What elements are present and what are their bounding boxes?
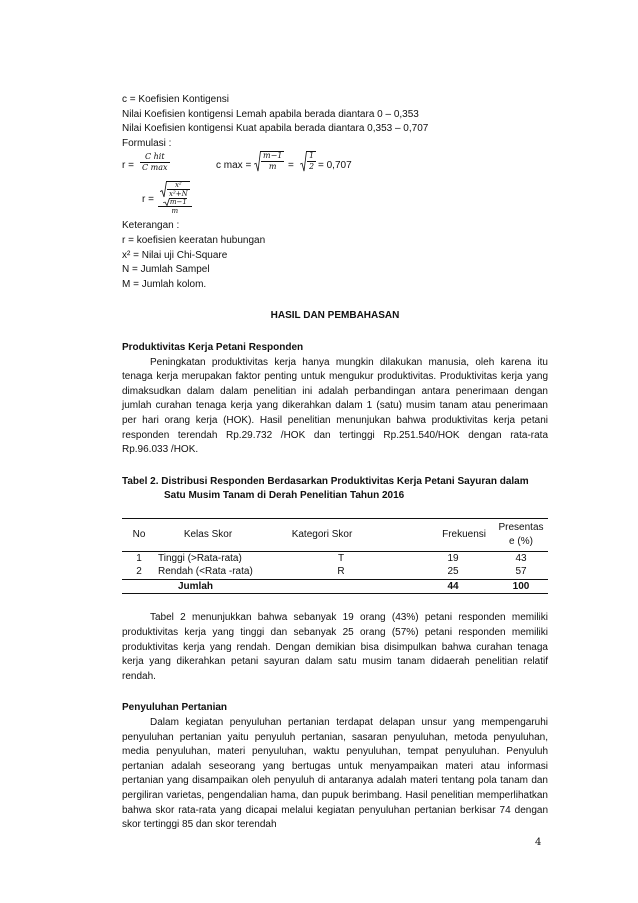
sqrt-sign-icon [254,151,261,172]
table-caption-line2: Satu Musim Tanam di Derah Penelitian Tahun 2016 [164,490,405,502]
r-denominator: C max [142,163,168,173]
keterangan-item: N = Jumlah Sampel [122,264,210,276]
r-numerator: C hit [140,152,170,163]
r-fraction [140,152,170,173]
page-content [122,93,548,833]
formula-label: Formulasi : [122,137,172,149]
total-frekuensi: 44 [384,579,494,594]
sqrt-sign-icon [163,198,170,206]
total-label: Jumlah [156,579,260,594]
table-total-row [122,579,548,594]
table-row: 2 Rendah (<Rata -rata) R 25 57 [136,566,527,578]
equals-sign: = [288,160,294,172]
formula-row-2 [122,181,548,217]
sqrt-sign-icon [160,181,167,198]
r2-inner-numerator: x² [167,181,190,190]
r2-outer-denominator: m−1 [169,198,187,207]
def-strong: Nilai Koefisien kontigensi Kuat apabila berada diantara 0,353 – 0,707 [122,123,429,135]
cmax-label: c max = [216,160,252,172]
def-weak: Nilai Koefisien kontigensi Lemah apabila berada diantara 0 – 0,353 [122,108,419,120]
col-header-kategori: Kategori Skor [260,518,384,551]
half-numerator: 1 [309,151,315,161]
half-sqrt [300,151,316,172]
keterangan-item: M = Jumlah kolom. [122,278,207,290]
col-header-kelas: Kelas Skor [156,518,260,551]
r-label: r = [122,160,134,172]
cmax-sqrt [254,151,284,172]
subheading-penyuluhan: Penyuluhan Pertanian [122,702,228,714]
page-number: 4 [535,837,542,848]
subheading-productivity: Produktivitas Kerja Petani Responden [122,341,304,353]
r2-label: r = [142,194,154,206]
keterangan-item: x² = Nilai uji Chi-Square [122,249,228,261]
keterangan-item: r = koefisien keeratan hubungan [122,234,266,246]
section-title: HASIL DAN PEMBAHASAN [270,310,400,322]
table-row: 1 Tinggi (>Rata-rata) T 19 43 [136,552,527,564]
half-denominator: 2 [309,162,315,172]
paragraph-table-summary: Tabel 2 menunjukkan bahwa sebanyak 19 orang (43%) petani responden memiliki produktivitas kerja yang tinggi dan sebanyak 25 orang (57%) petani responden memiliki produktivitas kerja yang rendah. Dengan demikian bisa disimpulkan bahwa curahan tenaga kerja yang dikerahkan petani sayuran dalam satu musim tanam didaerah penelitian relatif rendah. [122,612,548,682]
r2-fraction [158,181,192,215]
paragraph-penyuluhan: Dalam kegiatan penyuluhan pertanian terdapat delapan unsur yang mempengaruhi penyuluhan pertanian yaitu penyuluh pertanian, sasaran penyuluhan, metoda penyuluhan, media penyuluhan, materi penyuluhan, waktu penyuluhan, tempat penyuluhan. Penyuluh pertanian adalah seseorang yang bertugas untuk menyampaikan materi atau informasi pertanian yang disampaikan oleh penyuluh di antaranya adalah materi tentang pola tanam dan pergiliran varietas, pengendalian hama, dan pupuk berimbang. Hasil penelitian memperlihatkan bahwa skor rata-rata yang dicapai melalui kegiatan penyuluhan pertanian berkisar 74 dengan skor tertinggi 85 dan skor terendah [122,716,548,831]
keterangan-heading: Keterangan : [122,220,180,232]
table-caption [122,475,548,504]
total-persen: 100 [494,579,548,594]
sqrt-sign-icon [300,151,307,172]
cmax-result: = 0,707 [318,160,352,172]
cmax-denominator: m [268,162,277,172]
col-header-presentase: Presentas e (%) [494,518,548,551]
col-header-frekuensi: Frekuensi [384,518,494,551]
distribution-table [122,518,548,595]
def-c: c = Koefisien Kontigensi [122,94,230,105]
formula-row-1 [122,151,548,181]
cmax-numerator: m−1 [263,151,283,161]
col-header-no: No [122,518,156,551]
table-caption-line1: Tabel 2. Distribusi Responden Berdasarkan Produktivitas Kerja Petani Sayuran dalam [122,475,529,487]
r2-inner-denominator: x²+N [169,190,188,199]
paragraph-productivity: Peningkatan produktivitas kerja hanya mungkin dilakukan manusia, oleh karena itu tenaga kerja merupakan faktor penting untuk mengukur produktivitas. Produktivitas kerja yang dimaksudkan dalam dalam penelitian ini adalah perbandingan antara penerimaan dengan jumlah curahan tenaga kerja yang dikerahkan dalam 1 (satu) musim tanam atau penerimaan per hari orang kerja (HOK). Hasil penelitian menunjukan bahwa produktivitas kerja petani responden terendah Rp.29.732 /HOK dan tertinggi Rp.251.540/HOK dengan rata-rata Rp.96.033 /HOK. [122,356,548,456]
r2-bottom: m [171,207,179,216]
